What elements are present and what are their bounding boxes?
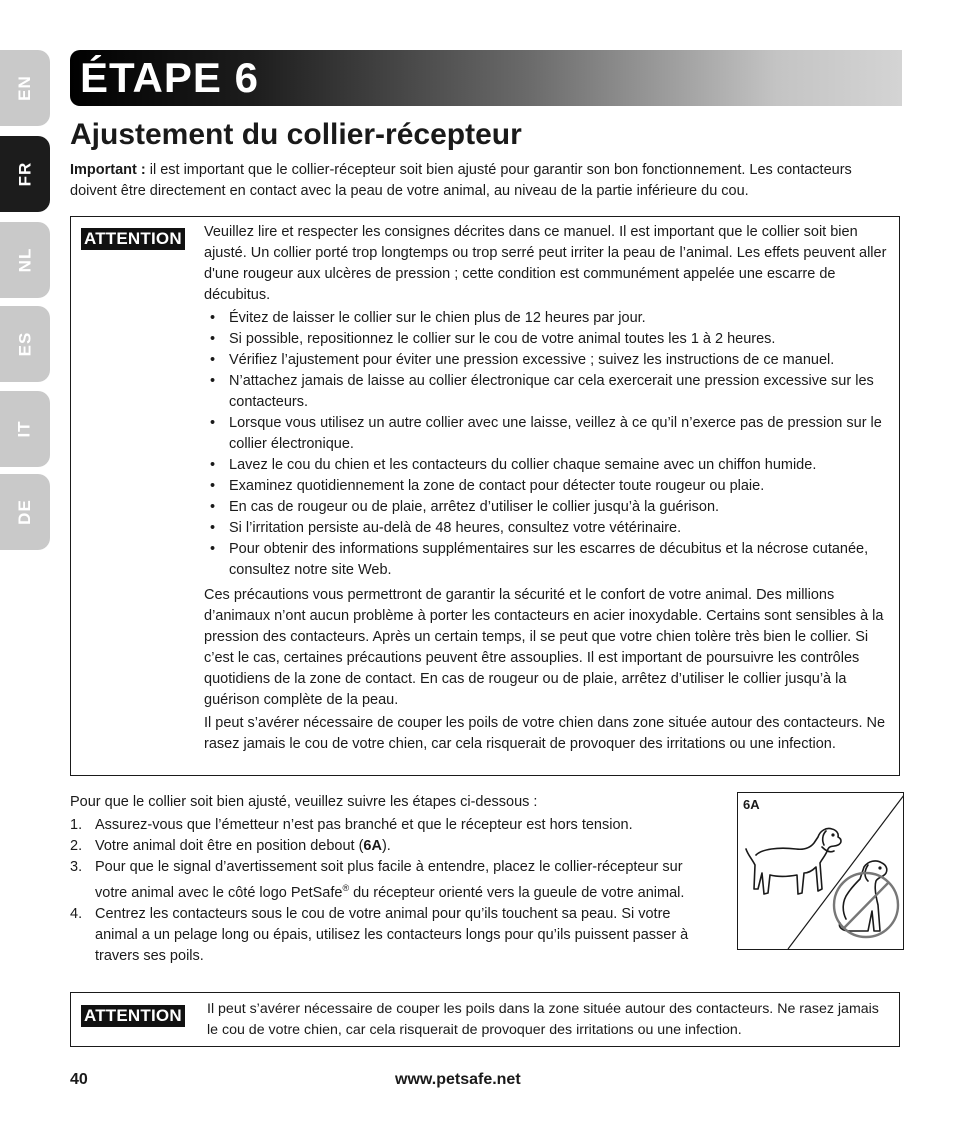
attention-paragraph: Veuillez lire et respecter les consignes décrites dans ce manuel. Il est important que le collier soit bien ajusté. Un collier porté trop longtemps ou trop serré peut irriter la peau de l’animal. Les effets peuvent aller d'une rougeur aux ulcères de pression ; cette condition est communément appelée une escarre de décubitus. xyxy=(204,224,887,303)
attention-paragraph: Il peut s’avérer nécessaire de couper les poils de votre chien dans zone située autour des contacteurs. Ne rasez jamais le cou de votre chien, car cela risquerait de provoquer des irritations ou une infection. xyxy=(204,715,886,752)
registered-mark: ® xyxy=(342,883,350,893)
attention-box xyxy=(70,216,900,776)
step-number: 4. xyxy=(70,905,83,922)
bullet-item: • N’attachez jamais de laisse au collier électronique car cela exercerait une pression excessive sur les contacteurs. xyxy=(204,371,887,413)
figure-label: 6A xyxy=(743,797,760,812)
attention-badge: ATTENTION xyxy=(81,228,185,250)
bullet-item: • En cas de rougeur ou de plaie, arrêtez d’utiliser le collier jusqu’à la guérison. xyxy=(204,497,887,518)
intro-paragraph xyxy=(70,160,900,202)
bullet-item: • Évitez de laisser le collier sur le chien plus de 12 heures par jour. xyxy=(204,308,887,329)
intro-label: Important : xyxy=(70,162,146,178)
step-item xyxy=(70,857,710,904)
bullet-item: • Si l’irritation persiste au-delà de 48 heures, consultez votre vétérinaire. xyxy=(204,518,887,539)
intro-text: il est important que le collier-récepteur soit bien ajusté pour garantir son bon fonctionnement. Les contacteurs doivent être directement en contact avec la peau de votre animal, au niveau de la partie inférieure du cou. xyxy=(70,162,852,199)
attention-bullet-list xyxy=(204,308,887,581)
step-item xyxy=(70,836,710,857)
bullet-item: • Examinez quotidiennement la zone de contact pour détecter toute rougeur ou plaie. xyxy=(204,476,887,497)
attention-box-bottom xyxy=(70,992,900,1047)
language-tab-label: EN xyxy=(15,75,34,101)
step-text: ). xyxy=(381,838,391,854)
step-number: 1. xyxy=(70,817,83,833)
step-number: 3. xyxy=(70,859,83,875)
step-text: Centrez les contacteurs sous le cou de votre animal pour qu’ils touchent sa peau. Si votre animal a un pelage long ou épais, utilisez les contacteurs longs pour qu’ils puissent passer à travers ses poils. xyxy=(95,905,689,964)
page-number: 40 xyxy=(70,1071,88,1088)
language-tab-label: FR xyxy=(14,161,34,187)
bullet-item: • Si possible, repositionnez le collier sur le cou de votre animal toutes les 1 à 2 heures. xyxy=(204,329,887,350)
step-item xyxy=(70,815,710,836)
step-text: du récepteur orienté vers la gueule de votre animal. xyxy=(349,884,685,901)
language-tab-en[interactable] xyxy=(0,50,50,126)
attention-paragraph: Il peut s’avérer nécessaire de couper les poils dans la zone située autour des contacteurs. Ne rasez jamais le cou de votre chien, car cela risquerait de provoquer des irritations ou une infection. xyxy=(207,1001,879,1038)
fitting-steps xyxy=(70,792,710,967)
language-tab-de[interactable] xyxy=(0,474,50,550)
step-item xyxy=(70,904,710,967)
step-text: Pour que le signal d’avertissement soit plus facile à entendre, placez le collier-récepteur sur votre animal avec le côté logo PetSafe xyxy=(95,859,683,901)
attention-content xyxy=(207,999,887,1041)
figure-6a xyxy=(737,792,904,950)
bullet-item: • Lorsque vous utilisez un autre collier avec une laisse, veillez à ce qu’il n’exerce pas de pression sur le collier électronique. xyxy=(204,413,887,455)
step-text: Votre animal doit être en position debout ( xyxy=(95,838,364,854)
attention-paragraph: Ces précautions vous permettront de garantir la sécurité et le confort de votre animal. Des millions d’animaux n’ont aucun problème à porter les contacteurs en acier inoxydable. Certains sont sensibles à la pression des contacteurs. Après un certain temps, il se peut que votre chien tolère très bien le collier. Si c’est le cas, certaines précautions peuvent être assouplies. Il est important de poursuivre les contrôles quotidiens de la zone de contact. En cas de rougeur ou de plaie, arrêtez d’utiliser le collier jusqu’à la guérison complète de la peau. xyxy=(204,587,884,708)
section-title: Ajustement du collier-récepteur xyxy=(70,118,522,151)
language-tab-it[interactable] xyxy=(0,391,50,467)
step-title: ÉTAPE 6 xyxy=(80,54,259,101)
attention-content xyxy=(204,222,887,755)
website-link[interactable]: www.petsafe.net xyxy=(395,1071,521,1088)
steps-list xyxy=(70,815,710,967)
attention-badge: ATTENTION xyxy=(81,1005,185,1027)
language-tab-label: IT xyxy=(14,420,34,438)
language-tab-fr[interactable] xyxy=(0,136,50,212)
step-text: Assurez-vous que l’émetteur n’est pas branché et que le récepteur est hors tension. xyxy=(95,817,633,833)
bullet-item: • Vérifiez l’ajustement pour éviter une pression excessive ; suivez les instructions de ce manuel. xyxy=(204,350,887,371)
language-tab-label: ES xyxy=(15,331,34,357)
language-tab-nl[interactable] xyxy=(0,222,50,298)
language-tab-label: NL xyxy=(14,247,34,273)
steps-intro: Pour que le collier soit bien ajusté, veuillez suivre les étapes ci-dessous : xyxy=(70,794,538,810)
bullet-item: • Pour obtenir des informations supplémentaires sur les escarres de décubitus et la nécrose cutanée, consultez notre site Web. xyxy=(204,539,887,581)
step-number: 2. xyxy=(70,838,83,854)
language-tab-es[interactable] xyxy=(0,306,50,382)
bullet-item: • Lavez le cou du chien et les contacteurs du collier chaque semaine avec un chiffon humide. xyxy=(204,455,887,476)
dog-illustration-icon xyxy=(738,793,904,950)
figure-reference: 6A xyxy=(363,838,382,854)
language-tab-label: DE xyxy=(15,499,34,525)
